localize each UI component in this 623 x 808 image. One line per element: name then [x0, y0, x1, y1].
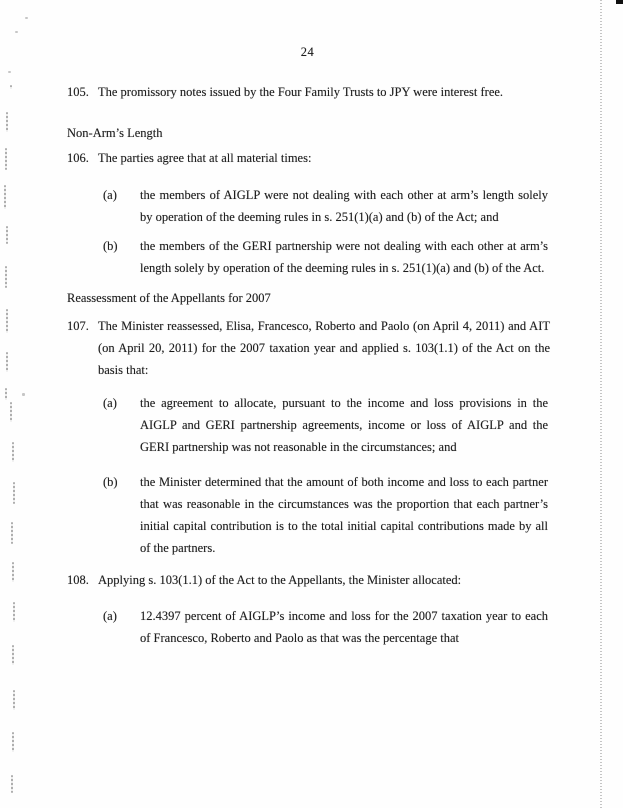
- scan-smudge: [12, 645, 14, 665]
- paragraph-108-item-a: [103, 605, 623, 649]
- paragraph-107-item-a-text: the agreement to allocate, pursuant to the income and loss provisions in the AIGLP and GERI partnership agreements, income or loss of AIGLP and the GERI partnership was not reasonable in the circumstances; and: [140, 396, 548, 454]
- paragraph-106-item-b-letter: (b): [103, 239, 118, 253]
- section-heading-reassessment-2007: Reassessment of the Appellants for 2007: [67, 291, 271, 305]
- paragraph-106-item-b-text: the members of the GERI partnership were not dealing with each other at arm’s length solely by operation of the deeming rules in s. 251(1)(a) and (b) of the Act.: [140, 239, 548, 275]
- scan-smudge: [13, 690, 15, 710]
- paragraph-107-item-b-text: the Minister determined that the amount of both income and loss to each partner that was reasonable in the circumstances was the proportion that each partner’s initial capital contribution is to the total initial capital contributions made by all of the partners.: [140, 475, 548, 555]
- paragraph-108-item-a-letter: (a): [103, 609, 117, 623]
- scan-smudge: [10, 85, 12, 89]
- scan-smudge: [10, 402, 12, 422]
- scan-smudge: [5, 148, 7, 170]
- paragraph-106-item-b: [103, 235, 623, 279]
- page-number: 24: [300, 45, 315, 59]
- paragraph-105-number: 105.: [67, 85, 89, 99]
- paragraph-108-number: 108.: [67, 573, 89, 587]
- scan-smudge: [12, 442, 14, 462]
- paragraph-108-text: Applying s. 103(1.1) of the Act to the Appellants, the Minister allocated:: [98, 573, 462, 587]
- scan-smudge: [13, 482, 15, 504]
- paragraph-105-text: The promissory notes issued by the Four Family Trusts to JPY were interest free.: [98, 85, 504, 99]
- paragraph-108: [67, 569, 623, 591]
- paragraph-106-item-a-text: the members of AIGLP were not dealing with each other at arm’s length solely by operation of the deeming rules in s. 251(1)(a) and (b) of the Act; and: [140, 188, 548, 224]
- paragraph-106-text: The parties agree that at all material times:: [98, 151, 312, 165]
- paragraph-107-text: The Minister reassessed, Elisa, Francesco, Roberto and Paolo (on April 4, 2011) and AIT (on April 20, 2011) for the 2007 taxation year and applied s. 103(1.1) of the Act on the basis that:: [98, 319, 550, 377]
- scan-smudge: [8, 71, 11, 73]
- scan-smudge: [4, 185, 6, 209]
- scan-smudge: [15, 31, 18, 33]
- scan-smudge: [5, 388, 7, 400]
- scan-edge-dotted-line: [600, 0, 602, 808]
- scan-smudge: [13, 602, 15, 622]
- scan-smudge: [6, 309, 8, 333]
- paragraph-107-item-b-letter: (b): [103, 475, 118, 489]
- paragraph-107-item-b: [103, 471, 623, 559]
- paragraph-107-item-a: [103, 392, 623, 458]
- paragraph-107-number: 107.: [67, 319, 89, 333]
- scan-smudge: [11, 775, 13, 793]
- paragraph-108-item-a-text: 12.4397 percent of AIGLP’s income and loss for the 2007 taxation year to each of Francesco, Roberto and Paolo as that was the percentage that: [140, 609, 548, 645]
- paragraph-106-item-a-letter: (a): [103, 188, 117, 202]
- scan-smudge: [6, 226, 8, 244]
- scan-smudge: [22, 393, 25, 396]
- paragraph-107: [67, 315, 623, 381]
- scan-smudge: [12, 562, 14, 582]
- scan-smudge: [11, 522, 13, 544]
- paragraph-105: [67, 81, 623, 103]
- paragraph-106: [67, 147, 623, 169]
- scan-smudge: [12, 732, 14, 752]
- scan-corner-artifact: [616, 0, 623, 4]
- section-heading-non-arms-length: Non-Arm’s Length: [67, 126, 163, 140]
- scan-smudge: [6, 352, 8, 372]
- paragraph-106-item-a: [103, 184, 623, 228]
- paragraph-106-number: 106.: [67, 151, 89, 165]
- scan-smudge: [5, 266, 7, 288]
- scan-smudge: [6, 112, 8, 132]
- paragraph-107-item-a-letter: (a): [103, 396, 117, 410]
- scan-smudge: [25, 17, 28, 19]
